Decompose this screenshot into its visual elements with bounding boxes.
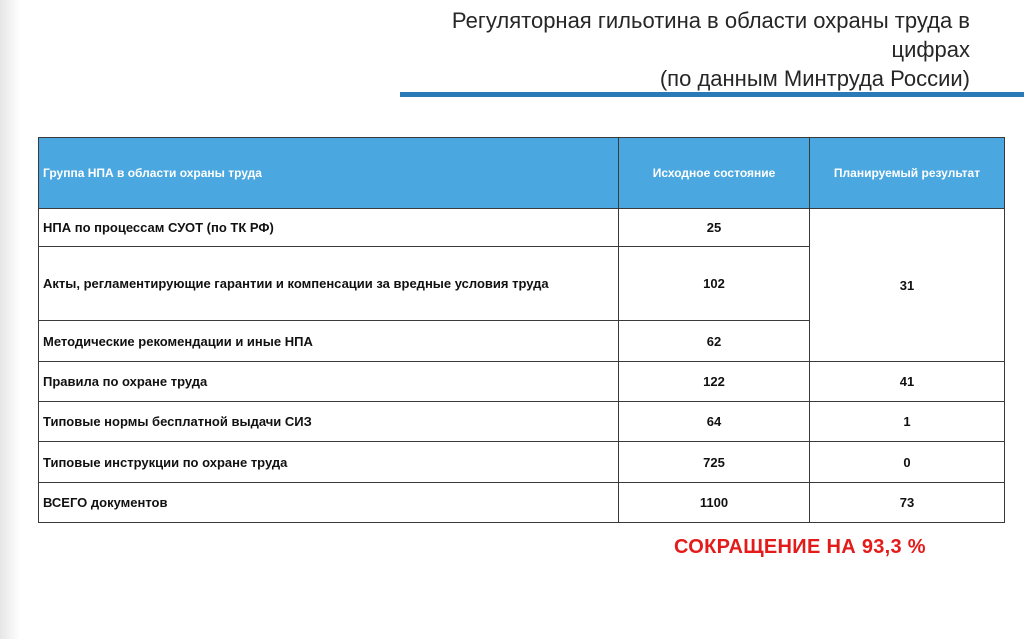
merged-planned: 31: [810, 209, 1005, 362]
title-line-1: Регуляторная гильотина в области охраны труда в: [451, 8, 970, 33]
row-group: Типовые инструкции по охране труда: [39, 442, 619, 483]
row-initial: 725: [619, 442, 810, 483]
title-line-3: (по данным Минтруда России): [659, 66, 970, 91]
regulation-table: [38, 137, 1005, 523]
row-planned: 1: [810, 402, 1005, 442]
row-initial: 25: [619, 209, 810, 247]
row-group: Типовые нормы бесплатной выдачи СИЗ: [39, 402, 619, 442]
table-row: [39, 402, 1005, 442]
table-row: [39, 362, 1005, 402]
row-initial: 102: [619, 247, 810, 321]
row-group: Правила по охране труда: [39, 362, 619, 402]
row-initial: 122: [619, 362, 810, 402]
total-planned: 73: [810, 483, 1005, 523]
left-decorative-strip: [0, 0, 20, 639]
table-row: [39, 209, 1005, 247]
header-initial: Исходное состояние: [619, 138, 810, 209]
table-row: [39, 442, 1005, 483]
row-initial: 62: [619, 321, 810, 362]
total-label: ВСЕГО документов: [39, 483, 619, 523]
row-planned: 0: [810, 442, 1005, 483]
header-planned: Планируемый результат: [810, 138, 1005, 209]
page-title: [330, 6, 970, 93]
row-initial: 64: [619, 402, 810, 442]
row-group: НПА по процессам СУОТ (по ТК РФ): [39, 209, 619, 247]
header-group: Группа НПА в области охраны труда: [39, 138, 619, 209]
row-planned: 41: [810, 362, 1005, 402]
row-group: Акты, регламентирующие гарантии и компенсации за вредные условия труда: [39, 247, 619, 321]
total-initial: 1100: [619, 483, 810, 523]
row-group: Методические рекомендации и иные НПА: [39, 321, 619, 362]
reduction-summary: СОКРАЩЕНИЕ НА 93,3 %: [674, 536, 926, 558]
total-row: [39, 483, 1005, 523]
title-underline: [400, 92, 1024, 97]
table-header-row: [39, 138, 1005, 209]
title-line-2: цифрах: [891, 37, 970, 62]
